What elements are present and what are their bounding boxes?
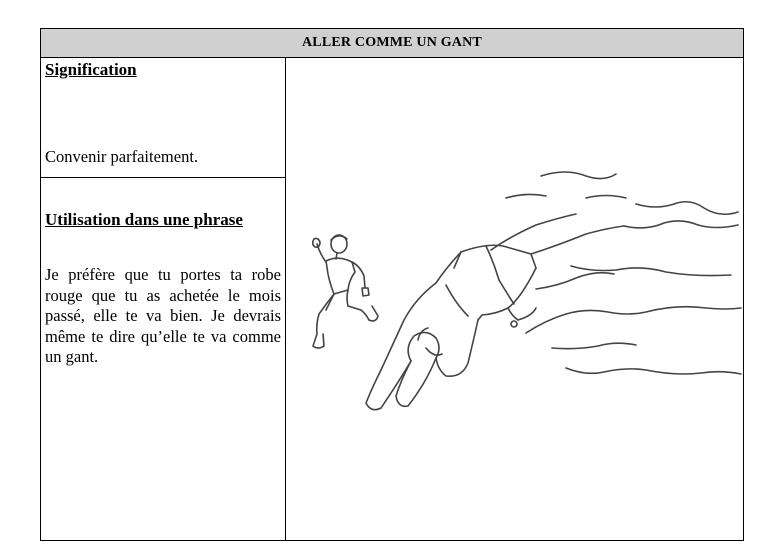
text-column xyxy=(41,58,286,540)
runner-and-hand-illustration xyxy=(286,58,744,540)
runner-figure xyxy=(313,235,378,348)
giant-hand xyxy=(366,245,536,409)
illustration-column xyxy=(286,58,743,540)
meaning-text: Convenir parfaitement. xyxy=(45,147,199,166)
meaning-section xyxy=(41,58,285,178)
motion-lines xyxy=(491,172,741,374)
expression-card xyxy=(40,28,744,541)
usage-heading: Utilisation dans une phrase xyxy=(45,210,243,229)
usage-text: Je préfère que tu portes ta robe rouge que tu as achetée le mois passé, elle te va bien. Je devrais même te dire qu’elle te va comme un gant. xyxy=(45,265,281,366)
expression-title: ALLER COMME UN GANT xyxy=(41,29,743,58)
meaning-heading: Signification xyxy=(45,60,137,79)
